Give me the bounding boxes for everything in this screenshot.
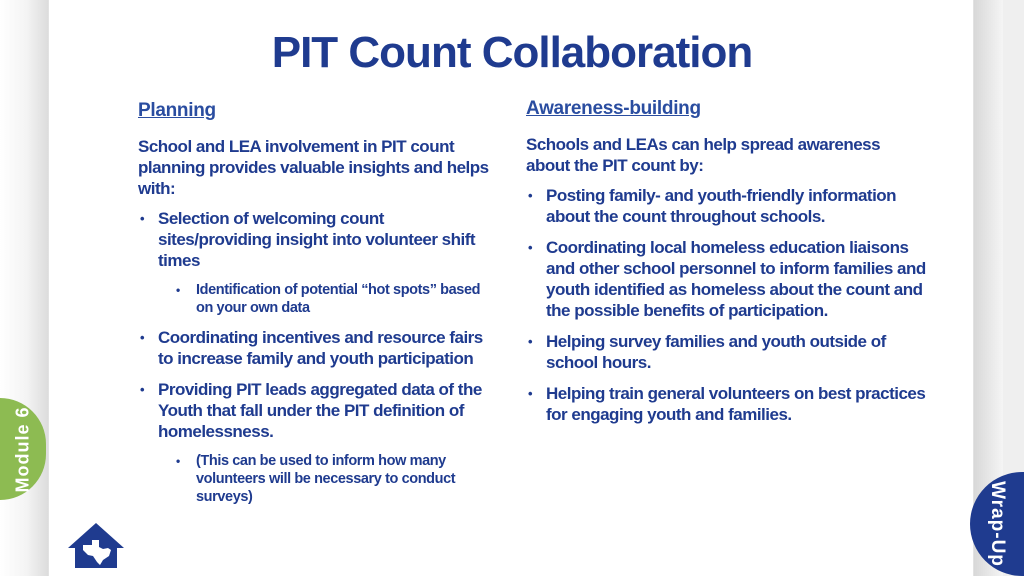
module-tab-label: Module 6 [12, 405, 33, 493]
awareness-intro: Schools and LEAs can help spread awareness about the PIT count by: [526, 135, 881, 175]
wrap-up-label-wrap [970, 472, 1024, 576]
awareness-bullet-train: • Helping train general volunteers on best practices for engaging youth and families. [526, 383, 926, 425]
wrap-up-tab-label: Wrap-Up [987, 481, 1008, 567]
awareness-heading: Awareness-building [526, 98, 701, 119]
awareness-bullet-posting: • Posting family- and youth-friendly information about the count throughout schools. [526, 185, 926, 227]
awareness-bullet-list [526, 185, 926, 425]
awareness-column [526, 98, 926, 435]
planning-bullet-list [138, 208, 498, 506]
planning-heading: Planning [138, 100, 216, 121]
planning-bullet-aggregated-data: • Providing PIT leads aggregated data of the Youth that fall under the PIT definition of homelessness. [138, 379, 498, 442]
planning-bullet-sites: • Selection of welcoming count sites/providing insight into volunteer shift times [138, 208, 498, 271]
planning-subbullet-hot-spots: • Identification of potential “hot spots” based on your own data [138, 281, 498, 317]
planning-column [138, 100, 498, 516]
module-tab-label-wrap [0, 398, 46, 500]
planning-bullet-incentives: • Coordinating incentives and resource fairs to increase family and youth participation [138, 327, 498, 369]
awareness-bullet-liaisons: • Coordinating local homeless education liaisons and other school personnel to inform families and youth identified as homeless about the count and the possible benefits of participation. [526, 237, 926, 321]
slide-title: PIT Count Collaboration [271, 28, 753, 77]
planning-subbullet-volunteers: • (This can be used to inform how many volunteers will be necessary to conduct surveys) [138, 452, 498, 506]
planning-intro: School and LEA involvement in PIT count planning provides valuable insights and helps with: [138, 137, 489, 198]
awareness-bullet-survey: • Helping survey families and youth outside of school hours. [526, 331, 926, 373]
house-with-texas-icon [66, 520, 126, 570]
